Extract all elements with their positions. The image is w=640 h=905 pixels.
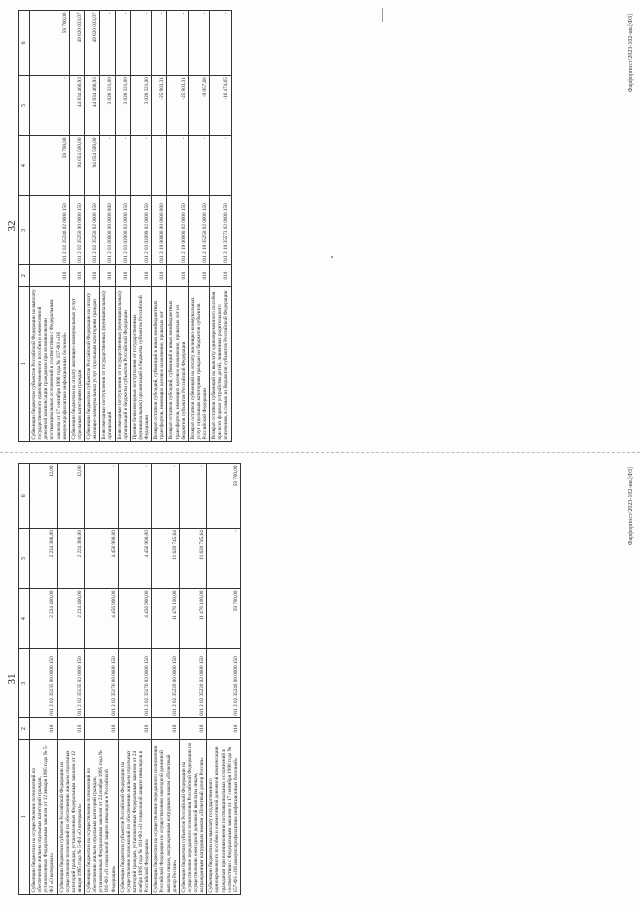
row-classification-cell: 011 2 19 00000 00 0000 000 <box>152 196 167 265</box>
row-name-cell: Субвенции бюджетам субъектов Российской Федерации на осуществление полномочий по обеспечению жильем отдельных категорий граждан, установленных Федеральным законом от 24 ноября 1995 года № 181-ФЗ «О социальной защите инвалидов в Российской Федерации» <box>118 739 152 894</box>
column-header: 3 <box>19 649 30 718</box>
column-header: 2 <box>19 265 30 287</box>
row-code-cell: 010 <box>210 265 231 287</box>
row-classification-cell: 011 2 02 35220 00 0000 150 <box>152 649 180 718</box>
row-value-cell: - <box>100 136 115 196</box>
rotated-sheet <box>0 0 640 452</box>
row-classification-cell: 011 2 02 35250 02 0000 150 <box>85 196 100 265</box>
row-value-cell: - <box>188 136 209 196</box>
row-code-cell: 010 <box>167 265 188 287</box>
rotated-sheet <box>0 453 640 905</box>
row-value-cell: 4 456 900,00 <box>85 589 119 649</box>
column-header: 6 <box>19 464 30 529</box>
row-code-cell: 010 <box>179 718 207 740</box>
row-value-cell: 4 456 900,00 <box>85 528 119 588</box>
row-value-cell: 3 028 321,00 <box>115 75 130 135</box>
row-value-cell: - <box>210 136 231 196</box>
row-name-cell: Субвенции бюджетам субъектов Российской Федерации на оплату жилищно-коммунальных услуг отдельным категориям граждан <box>85 286 100 441</box>
row-value-cell: 2 224 388,00 <box>57 528 85 588</box>
row-classification-cell: 011 2 02 35176 00 0000 150 <box>85 649 119 718</box>
table-row <box>118 464 152 895</box>
row-value-cell: 11 476 100,00 <box>179 589 207 649</box>
table-row <box>85 11 100 442</box>
budget-table <box>18 463 241 895</box>
row-code-cell: 010 <box>85 265 100 287</box>
row-code-cell: 010 <box>30 265 70 287</box>
row-code-cell: 010 <box>130 265 151 287</box>
column-header: 3 <box>19 196 30 265</box>
row-code-cell: 010 <box>30 718 58 740</box>
row-value-cell: - <box>152 11 167 76</box>
row-code-cell: 010 <box>188 265 209 287</box>
table-row <box>30 11 70 442</box>
row-classification-cell: 011 2 02 35176 02 0000 150 <box>118 649 152 718</box>
row-value-cell: 59 700,00 <box>207 464 241 529</box>
row-classification-cell: 011 2 02 35135 00 0000 150 <box>30 649 58 718</box>
column-header: 2 <box>19 718 30 740</box>
row-value-cell: - <box>207 528 241 588</box>
column-header: 6 <box>19 11 30 76</box>
column-header: 4 <box>19 136 30 196</box>
row-value-cell: 2 224 400,00 <box>30 589 58 649</box>
row-value-cell: 44 834 466,93 <box>69 75 84 135</box>
row-name-cell: Возврат остатков субсидий, субвенций и иных межбюджетных трансфертов, имеющих целевое назначение, прошлых лет из бюджетов субъектов Российской Федерации <box>167 286 188 441</box>
row-value-cell: - <box>152 464 180 529</box>
table-row <box>130 11 151 442</box>
row-value-cell: 12,00 <box>30 464 58 529</box>
row-value-cell: -25 903,31 <box>152 75 167 135</box>
row-value-cell: 3 028 321,00 <box>100 75 115 135</box>
table-row <box>100 11 115 442</box>
row-value-cell: - <box>188 11 209 76</box>
table-body <box>30 11 232 442</box>
page-number: 31 <box>6 673 18 685</box>
row-value-cell: 2 224 400,00 <box>57 589 85 649</box>
row-value-cell: - <box>118 464 152 529</box>
row-name-cell: Субвенции бюджетам на оплату жилищно-коммунальных услуг отдельным категориям граждан <box>69 286 84 441</box>
table-header-row <box>19 11 30 442</box>
budget-table <box>18 10 232 442</box>
page-footer: Фарфорпост/2023-102-ии.[ФЗ] <box>628 14 634 93</box>
row-code-cell: 010 <box>152 265 167 287</box>
row-name-cell: Субвенции бюджетам субъектов Российской Федерации на выплату государственного единовременного пособия и ежемесячной денежной компенсации гражданам при возникновении поствакцинальных осложнений в соответствии с Федеральным законом от 17 сентября 1998 года № 157-ФЗ «Об иммунопрофилактике инфекционных болезней» <box>30 286 70 441</box>
table-row <box>207 464 241 895</box>
row-classification-cell: 011 2 02 35240 02 0000 150 <box>30 196 70 265</box>
row-name-cell: Безвозмездные поступления от государственных (муниципальных) организаций в бюджеты субъектов Российской Федерации <box>115 286 130 441</box>
table-row <box>85 464 119 895</box>
table-body <box>30 464 241 895</box>
row-classification-cell: 011 2 02 35240 00 0000 150 <box>207 649 241 718</box>
row-name-cell: Субвенции бюджетам субъектов Российской Федерации на осуществление переданного полномочия Российской Федерации по осуществлению ежегодной денежной выплаты лицам, награжденным нагрудным знаком «Почетный донор России» <box>179 739 207 894</box>
row-value-cell: 12,00 <box>57 464 85 529</box>
row-value-cell: 49 820 033,07 <box>85 11 100 76</box>
row-value-cell: 11 476 100,00 <box>152 589 180 649</box>
row-code-cell: 010 <box>118 718 152 740</box>
row-value-cell: 4 456 900,00 <box>118 589 152 649</box>
table-row <box>152 464 180 895</box>
column-header: 1 <box>19 739 30 894</box>
column-header: 5 <box>19 75 30 135</box>
row-value-cell: 94 654 500,00 <box>85 136 100 196</box>
row-value-cell: 4 456 900,00 <box>118 528 152 588</box>
row-code-cell: 010 <box>207 718 241 740</box>
row-value-cell: - <box>130 136 151 196</box>
row-name-cell: Возврат остатков субсидий, субвенций и иных межбюджетных трансфертов, имеющих целевое назначение, прошлых лет <box>152 286 167 441</box>
table-row <box>152 11 167 442</box>
row-classification-cell: 011 2 19 00000 02 0000 150 <box>167 196 188 265</box>
row-value-cell: -16 474,65 <box>210 75 231 135</box>
row-code-cell: 010 <box>115 265 130 287</box>
table-row <box>57 464 85 895</box>
page-footer: Фарфорпост/2023-102-ии.[ФЗ] <box>628 467 634 546</box>
row-value-cell: 11 620 745,64 <box>179 528 207 588</box>
table-row <box>115 11 130 442</box>
row-value-cell: - <box>130 11 151 76</box>
row-name-cell: Субвенции бюджетам на осуществление полномочий по обеспечению жильем отдельных категорий граждан, установленных Федеральным законом от 12 января 1995 года № 5-ФЗ «О ветеранах» <box>30 739 58 894</box>
row-value-cell: -25 903,31 <box>167 75 188 135</box>
row-value-cell: - <box>115 11 130 76</box>
row-value-cell: - <box>30 75 70 135</box>
row-value-cell: - <box>152 136 167 196</box>
page-number: 32 <box>6 220 18 232</box>
document-page-32 <box>0 0 640 452</box>
row-value-cell: - <box>167 11 188 76</box>
scan-mark <box>382 8 383 22</box>
row-name-cell: Субвенции бюджетам субъектов Российской Федерации на осуществление полномочий по обеспечению жильем отдельных категорий граждан, установленных Федеральным законом от 12 января 1995 года № 5-ФЗ «О ветеранах» <box>57 739 85 894</box>
row-code-cell: 010 <box>85 718 119 740</box>
row-value-cell: 59 700,00 <box>30 11 70 76</box>
row-value-cell: - <box>115 136 130 196</box>
row-value-cell: - <box>100 11 115 76</box>
column-header: 1 <box>19 286 30 441</box>
row-value-cell: 94 654 500,00 <box>69 136 84 196</box>
row-classification-cell: 011 2 03 02099 02 0000 150 <box>130 196 151 265</box>
row-value-cell: 59 700,00 <box>207 589 241 649</box>
table-row <box>210 11 231 442</box>
row-code-cell: 010 <box>100 265 115 287</box>
row-classification-cell: 011 2 02 35135 02 0000 150 <box>57 649 85 718</box>
row-value-cell: - <box>85 464 119 529</box>
row-name-cell: Субвенции бюджетам на выплату государственного единовременного пособия и ежемесячной денежной компенсации гражданам при возникновении поствакцинальных осложнений в соответствии с Федеральным законом от 17 сентября 1998 года № 157-ФЗ «Об иммунопрофилактике инфекционных болезней» <box>207 739 241 894</box>
row-name-cell: Субвенции бюджетам на осуществление полномочий по обеспечению жильем отдельных категорий граждан, установленных Федеральным законом от 24 ноября 1995 года № 181-ФЗ «О социальной защите инвалидов в Российской Федерации» <box>85 739 119 894</box>
table-row <box>167 11 188 442</box>
column-header: 5 <box>19 528 30 588</box>
table-row <box>69 11 84 442</box>
row-value-cell: 11 620 745,64 <box>152 528 180 588</box>
row-value-cell: 2 224 388,00 <box>30 528 58 588</box>
row-value-cell: -9 957,66 <box>188 75 209 135</box>
document-page-31 <box>0 453 640 905</box>
row-name-cell: Субвенции бюджетам на осуществление переданного полномочия Российской Федерации по осуществлению ежегодной денежной выплаты лицам, награжденным нагрудным знаком «Почетный донор России» <box>152 739 180 894</box>
row-classification-cell: 011 2 03 00000 00 0000 000 <box>100 196 115 265</box>
row-value-cell: - <box>210 11 231 76</box>
row-value-cell: 3 028 321,00 <box>130 75 151 135</box>
row-classification-cell: 011 2 19 35250 02 0000 150 <box>188 196 209 265</box>
table-row <box>30 464 58 895</box>
scan-mark <box>331 256 333 258</box>
row-value-cell: - <box>179 464 207 529</box>
row-name-cell: Безвозмездные поступления от государственных (муниципальных) организаций <box>100 286 115 441</box>
row-code-cell: 010 <box>69 265 84 287</box>
row-name-cell: Возврат остатков субвенций на оплату жилищно-коммунальных услуг отдельным категориям граждан из бюджетов субъектов Российской Федерации <box>188 286 209 441</box>
table-row <box>188 11 209 442</box>
column-header: 4 <box>19 589 30 649</box>
row-value-cell: 44 834 466,93 <box>85 75 100 135</box>
row-value-cell: - <box>167 136 188 196</box>
row-classification-cell: 011 2 19 35573 02 0000 150 <box>210 196 231 265</box>
row-classification-cell: 011 2 02 35250 00 0000 150 <box>69 196 84 265</box>
row-code-cell: 010 <box>57 718 85 740</box>
row-value-cell: 49 820 033,07 <box>69 11 84 76</box>
row-code-cell: 010 <box>152 718 180 740</box>
table-row <box>179 464 207 895</box>
row-classification-cell: 011 2 02 35220 02 0000 150 <box>179 649 207 718</box>
row-name-cell: Возврат остатков субвенций на выплату единовременного пособия при всех формах устройства детей, лишенных родительского попечения, в семью из бюджетов субъектов Российской Федерации <box>210 286 231 441</box>
row-classification-cell: 011 2 03 02000 02 0000 150 <box>115 196 130 265</box>
table-header-row <box>19 464 30 895</box>
row-value-cell: 59 700,00 <box>30 136 70 196</box>
row-name-cell: Прочие безвозмездные поступления от государственных (муниципальных) организаций в бюджеты субъектов Российской Федерации <box>130 286 151 441</box>
